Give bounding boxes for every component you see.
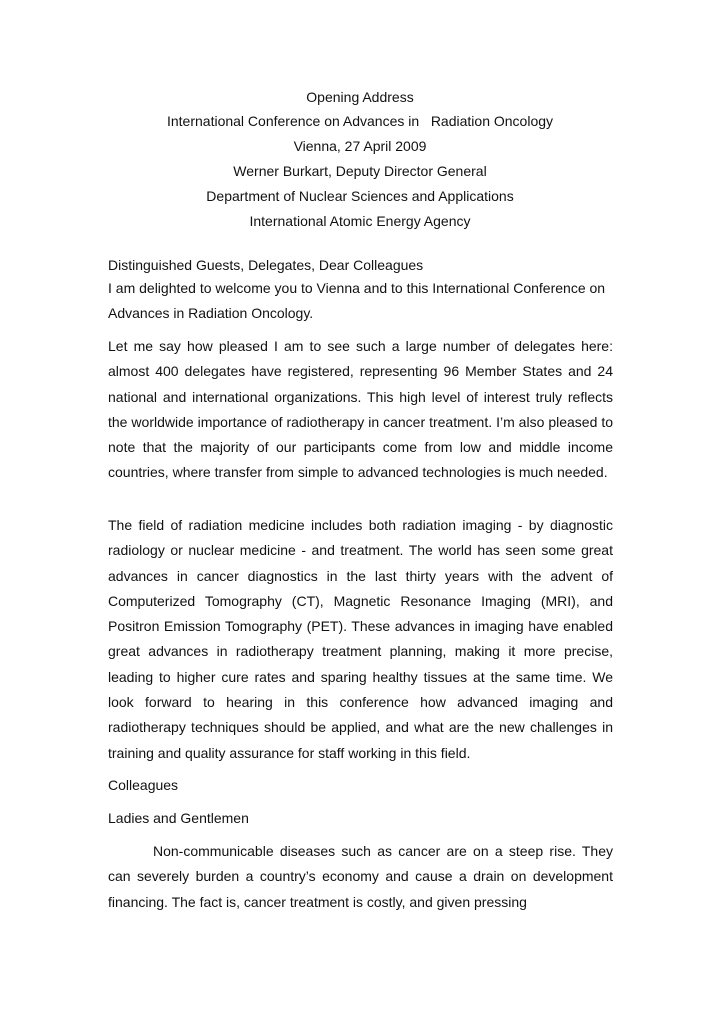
paragraph-delegates: Let me say how pleased I am to see such a large number of delegates here: almost 400 delegates have registered, representing 96 Member States and 24 national and international organizations. This high level of interest truly reflects the worldwide importance of radiotherapy in cancer treatment. I’m also pleased to note that the majority of our participants come from low and middle income countries, where transfer from simple to advanced technologies is much needed. <box>108 338 613 481</box>
address-colleagues: Colleagues <box>108 777 179 793</box>
header-speaker: Werner Burkart, Deputy Director General <box>233 163 487 179</box>
salutation-text: Distinguished Guests, Delegates, Dear Colleagues <box>108 257 424 273</box>
address-ladies-gentlemen: Ladies and Gentlemen <box>108 810 249 826</box>
intro-paragraph: I am delighted to welcome you to Vienna and to this International Conference on Advances in Radiation Oncology. <box>108 280 606 321</box>
paragraph-radiation-medicine: The field of radiation medicine includes both radiation imaging - by diagnostic radiology or nuclear medicine - and treatment. The world has seen some great advances in cancer diagnostics in the last thirty years with the advent of Computerized Tomography (CT), Magnetic Resonance Imaging (MRI), and Positron Emission Tomography (PET). These advances in imaging have enabled great advances in radiotherapy treatment planning, making it more precise, leading to higher cure rates and sparing healthy tissues at the same time. We look forward to hearing in this conference how advanced imaging and radiotherapy techniques should be applied, and what are the new challenges in training and quality assurance for staff working in this field. <box>108 517 613 761</box>
header-organization: International Atomic Energy Agency <box>249 213 471 229</box>
header-location-date: Vienna, 27 April 2009 <box>293 138 427 154</box>
salutation <box>108 255 613 277</box>
document-header <box>0 87 720 236</box>
header-title: Opening Address <box>306 89 414 105</box>
header-conference-name: International Conference on Advances in Radiation Oncology <box>166 113 554 129</box>
paragraph-noncommunicable-diseases: Non-communicable diseases such as cancer are on a steep rise. They can severely burden a country’s economy and cause a drain on development financing. The fact is, cancer treatment is costly, and given pressing <box>108 843 613 910</box>
header-department: Department of Nuclear Sciences and Applications <box>206 188 514 204</box>
